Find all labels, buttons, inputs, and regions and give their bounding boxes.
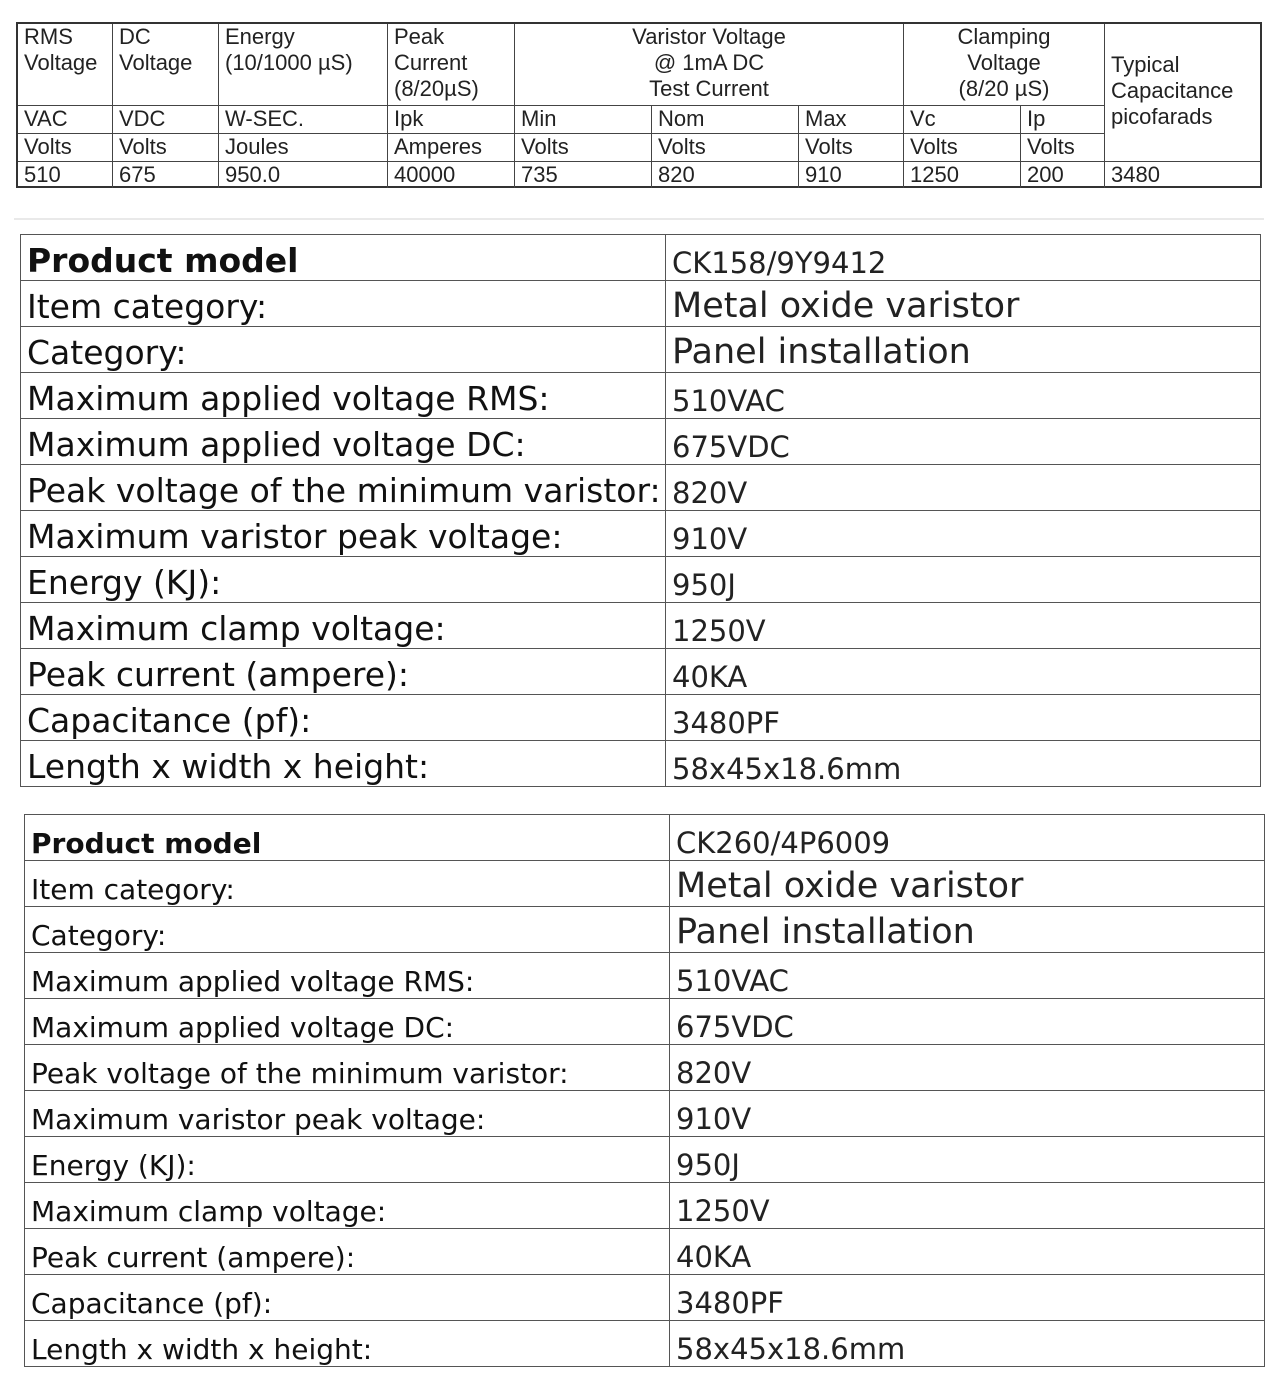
- table-row: [21, 649, 1261, 695]
- table-row: [21, 327, 1261, 373]
- row-value: Panel installation: [666, 327, 1261, 373]
- header-dc: [113, 24, 219, 106]
- header-varistor: [515, 24, 904, 106]
- table-row: [21, 511, 1261, 557]
- row-label: Capacitance (pf):: [25, 1275, 670, 1321]
- row-label: Peak voltage of the minimum varistor:: [25, 1045, 670, 1091]
- row-label: Peak voltage of the minimum varistor:: [21, 465, 666, 511]
- table-row: [25, 1045, 1265, 1091]
- product-table-1: [20, 234, 1261, 787]
- value-nom: 820: [652, 162, 799, 188]
- header-capacitance: [1105, 24, 1260, 162]
- row-value: 510VAC: [666, 373, 1261, 419]
- row-label: Maximum applied voltage RMS:: [25, 953, 670, 999]
- row-value: 910V: [666, 511, 1261, 557]
- row-value: 40KA: [666, 649, 1261, 695]
- row-label: Category:: [25, 907, 670, 953]
- row-value: 58x45x18.6mm: [666, 741, 1261, 787]
- row-label: Energy (KJ):: [25, 1137, 670, 1183]
- table-row: [25, 815, 1265, 861]
- table-row: [21, 465, 1261, 511]
- header-varistor-line1: Varistor Voltage: [632, 24, 786, 49]
- product-model-value: CK260/4P6009: [670, 815, 1265, 861]
- header-capacitance-line3: picofarads: [1111, 104, 1213, 129]
- header-peak-line2: Current: [394, 50, 468, 75]
- row-label: Capacitance (pf):: [21, 695, 666, 741]
- table-row: [25, 1137, 1265, 1183]
- table-row: [25, 953, 1265, 999]
- row-label: Length x width x height:: [25, 1321, 670, 1367]
- table-row: [25, 907, 1265, 953]
- value-energy: 950.0: [219, 162, 388, 188]
- row-label: Maximum applied voltage RMS:: [21, 373, 666, 419]
- header-peak-line3: (8/20µS): [394, 76, 479, 101]
- row-label: Peak current (ampere):: [25, 1229, 670, 1275]
- header-clamping: [904, 24, 1105, 106]
- row-value: 950J: [670, 1137, 1265, 1183]
- unit2-max: Volts: [799, 134, 904, 162]
- header-capacitance-line2: Capacitance: [1111, 78, 1234, 103]
- value-peak: 40000: [388, 162, 515, 188]
- row-value: 950J: [666, 557, 1261, 603]
- table-row: [25, 1229, 1265, 1275]
- table-row: [25, 861, 1265, 907]
- value-rms: 510: [18, 162, 113, 188]
- unit1-max: Max: [799, 106, 904, 134]
- unit2-nom: Volts: [652, 134, 799, 162]
- row-value: 58x45x18.6mm: [670, 1321, 1265, 1367]
- unit2-ip: Volts: [1021, 134, 1105, 162]
- unit1-energy: W-SEC.: [219, 106, 388, 134]
- row-label: Category:: [21, 327, 666, 373]
- header-dc-line1: DC: [119, 24, 151, 49]
- header-energy-line2: (10/1000 µS): [225, 50, 353, 75]
- value-min: 735: [515, 162, 652, 188]
- unit2-peak: Amperes: [388, 134, 515, 162]
- table-row: [25, 999, 1265, 1045]
- unit1-dc: VDC: [113, 106, 219, 134]
- value-ip: 200: [1021, 162, 1105, 188]
- row-label: Maximum applied voltage DC:: [25, 999, 670, 1045]
- table-row: [25, 1321, 1265, 1367]
- row-value: 40KA: [670, 1229, 1265, 1275]
- row-value: 675VDC: [670, 999, 1265, 1045]
- row-value: 1250V: [670, 1183, 1265, 1229]
- product-model-label: Product model: [25, 815, 670, 861]
- value-dc: 675: [113, 162, 219, 188]
- table-row: [25, 1275, 1265, 1321]
- product-model-label: Product model: [21, 235, 666, 281]
- row-value: Panel installation: [670, 907, 1265, 953]
- unit1-peak: Ipk: [388, 106, 515, 134]
- value-max: 910: [799, 162, 904, 188]
- unit1-nom: Nom: [652, 106, 799, 134]
- row-label: Maximum clamp voltage:: [25, 1183, 670, 1229]
- table-row: [25, 1091, 1265, 1137]
- row-label: Maximum applied voltage DC:: [21, 419, 666, 465]
- header-rms-line2: Voltage: [24, 50, 98, 75]
- table-row: [21, 741, 1261, 787]
- unit1-min: Min: [515, 106, 652, 134]
- header-energy-line1: Energy: [225, 24, 295, 49]
- header-varistor-line3: Test Current: [649, 76, 769, 101]
- unit2-dc: Volts: [113, 134, 219, 162]
- header-clamping-line3: (8/20 µS): [958, 76, 1050, 101]
- header-rms-line1: RMS: [24, 24, 73, 49]
- table-row: [21, 281, 1261, 327]
- value-capacitance: 3480: [1111, 162, 1160, 187]
- unit1-ip: Ip: [1021, 106, 1105, 134]
- row-value: Metal oxide varistor: [666, 281, 1261, 327]
- unit2-rms: Volts: [18, 134, 113, 162]
- table-row: [25, 1183, 1265, 1229]
- row-value: 910V: [670, 1091, 1265, 1137]
- table-row: [21, 603, 1261, 649]
- header-varistor-line2: @ 1mA DC: [653, 50, 765, 75]
- table-row: [21, 695, 1261, 741]
- row-value: 3480PF: [670, 1275, 1265, 1321]
- table-row: [21, 419, 1261, 465]
- section-divider: [14, 218, 1264, 220]
- unit2-min: Volts: [515, 134, 652, 162]
- varistor-spec-table: [16, 22, 1262, 188]
- row-label: Item category:: [21, 281, 666, 327]
- row-label: Item category:: [25, 861, 670, 907]
- header-rms: [18, 24, 113, 106]
- row-value: 820V: [670, 1045, 1265, 1091]
- header-peak: [388, 24, 515, 106]
- row-label: Peak current (ampere):: [21, 649, 666, 695]
- row-label: Length x width x height:: [21, 741, 666, 787]
- product-table-2: [24, 814, 1265, 1367]
- unit1-vc: Vc: [904, 106, 1021, 134]
- row-label: Energy (KJ):: [21, 557, 666, 603]
- row-value: 675VDC: [666, 419, 1261, 465]
- header-energy: [219, 24, 388, 106]
- unit2-vc: Volts: [904, 134, 1021, 162]
- table-row: [21, 557, 1261, 603]
- row-value: 820V: [666, 465, 1261, 511]
- row-value: 3480PF: [666, 695, 1261, 741]
- row-label: Maximum clamp voltage:: [21, 603, 666, 649]
- row-value: 1250V: [666, 603, 1261, 649]
- unit1-rms: VAC: [18, 106, 113, 134]
- row-label: Maximum varistor peak voltage:: [25, 1091, 670, 1137]
- unit2-energy: Joules: [219, 134, 388, 162]
- row-value: 510VAC: [670, 953, 1265, 999]
- table-row: [21, 373, 1261, 419]
- header-clamping-line2: Voltage: [967, 50, 1041, 75]
- header-dc-line2: Voltage: [119, 50, 193, 75]
- header-clamping-line1: Clamping: [957, 24, 1051, 49]
- value-vc: 1250: [904, 162, 1021, 188]
- header-peak-line1: Peak: [394, 24, 445, 49]
- row-label: Maximum varistor peak voltage:: [21, 511, 666, 557]
- row-value: Metal oxide varistor: [670, 861, 1265, 907]
- table-row: [21, 235, 1261, 281]
- header-capacitance-line1: Typical: [1111, 52, 1180, 77]
- product-model-value: CK158/9Y9412: [666, 235, 1261, 281]
